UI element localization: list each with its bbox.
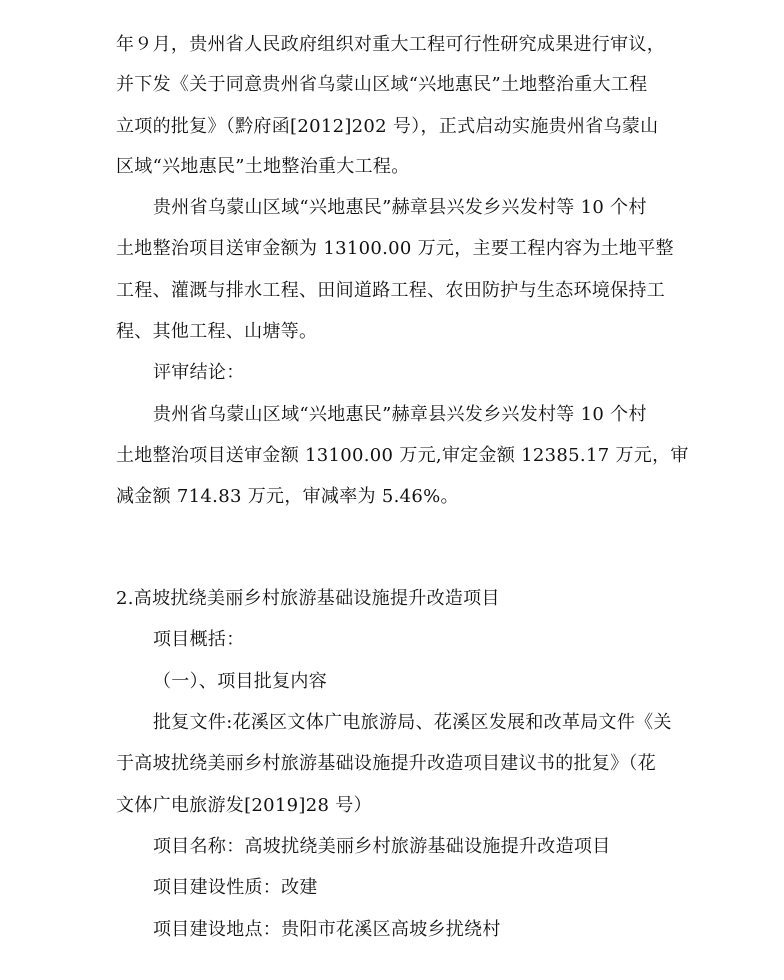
section-label: 评审结论：	[153, 362, 245, 383]
paragraph-line: 工程、灌溉与排水工程、田间道路工程、农田防护与生态环境保持工	[116, 280, 665, 301]
paragraph-line: 贵州省乌蒙山区域“兴地惠民”赫章县兴发乡兴发村等 10 个村	[153, 404, 647, 425]
paragraph-line: 批复文件:花溪区文体广电旅游局、花溪区发展和改革局文件《关	[153, 712, 672, 733]
paragraph-line: 并下发《关于同意贵州省乌蒙山区域“兴地惠民”土地整治重大工程	[116, 74, 648, 95]
paragraph-line: 年９月，贵州省人民政府组织对重大工程可行性研究成果进行审议，	[116, 34, 665, 55]
section-label: 项目概括：	[153, 629, 245, 650]
paragraph-line: 贵州省乌蒙山区域“兴地惠民”赫章县兴发乡兴发村等 10 个村	[153, 197, 647, 218]
paragraph-line: 立项的批复》（黔府函[2012]202 号），正式启动实施贵州省乌蒙山	[116, 116, 659, 137]
paragraph-line: 文体广电旅游发[2019]28 号）	[116, 795, 372, 816]
field-line: 项目建设性质：改建	[153, 877, 318, 898]
paragraph-line: 土地整治项目送审金额 13100.00 万元,审定金额 12385.17 万元，审	[116, 445, 689, 466]
section-heading: 2.高坡扰绕美丽乡村旅游基础设施提升改造项目	[116, 588, 500, 609]
field-line: 项目建设地点：贵阳市花溪区高坡乡扰绕村	[153, 919, 501, 940]
paragraph-line: 区域“兴地惠民”土地整治重大工程。	[116, 156, 410, 177]
paragraph-line: 程、其他工程、山塘等。	[116, 321, 318, 342]
paragraph-line: 土地整治项目送审金额为 13100.00 万元，主要工程内容为土地平整	[116, 238, 674, 259]
subsection-heading: （一）、项目批复内容	[153, 671, 327, 692]
paragraph-line: 于高坡扰绕美丽乡村旅游基础设施提升改造项目建议书的批复》（花	[116, 753, 656, 774]
field-line: 项目名称：高坡扰绕美丽乡村旅游基础设施提升改造项目	[153, 836, 611, 857]
paragraph-line: 减金额 714.83 万元，审减率为 5.46%。	[116, 486, 459, 507]
